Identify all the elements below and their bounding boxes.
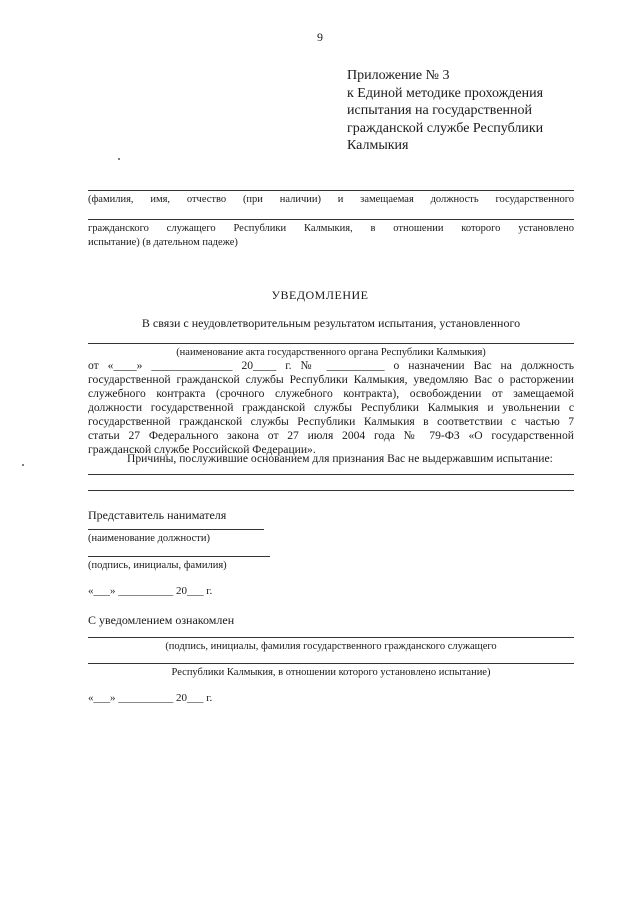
position-caption: (наименование должности) — [88, 533, 211, 544]
intro-text: В связи с неудовлетворительным результатом испытания, установленного — [141, 316, 521, 330]
signature-caption: (подпись, инициалы, фамилия) — [88, 560, 227, 571]
signature-line — [88, 556, 270, 557]
appendix-line: гражданской службе Республики — [347, 120, 544, 136]
acknowledgement-line — [88, 663, 574, 664]
paragraph-line: гражданской службе Российской Федерации». — [88, 443, 316, 456]
employer-label: Представитель нанимателя — [88, 508, 227, 522]
main-paragraph — [88, 359, 574, 459]
paragraph-line: служебного контракта (срочного служебного контракта), освобождении от замещаемой — [88, 387, 574, 400]
addressee-line — [88, 190, 574, 191]
addressee-caption: (фамилия, имя, отчество (при наличии) и замещаемая должность государственного — [88, 194, 574, 205]
appendix-line: Приложение № 3 — [347, 68, 450, 83]
paragraph-line: статьи 27 Федерального закона от 27 июля 2004 года № 79-ФЗ «О государственной — [88, 429, 574, 442]
reasons-line — [88, 490, 574, 491]
document-title: УВЕДОМЛЕНИЕ — [271, 288, 369, 302]
addressee-line — [88, 219, 574, 220]
addressee-caption: гражданского служащего Республики Калмыкия, в отношении которого установлено — [88, 223, 574, 234]
acknowledgement-date: «___» __________ 20___ г. — [88, 692, 213, 704]
acknowledgement-label: С уведомлением ознакомлен — [88, 613, 235, 627]
appendix-block — [347, 67, 607, 155]
paragraph-line: государственной гражданской службы Республики Калмыкия в соответствии с частью 7 — [88, 415, 574, 428]
paragraph-line: от «____» ______________ 20____ г. № __________ о назначении Вас на должность — [88, 359, 574, 372]
acknowledgement-caption: Республики Калмыкия, в отношении которого установлено испытание) — [171, 667, 491, 678]
employer-date: «___» __________ 20___ г. — [88, 585, 213, 597]
appendix-line: к Единой методике прохождения — [347, 85, 544, 101]
act-caption: (наименование акта государственного органа Республики Калмыкия) — [176, 347, 486, 358]
paragraph-line: государственной гражданской службы Республики Калмыкия, уведомляю Вас о расторжении — [88, 373, 574, 386]
acknowledgement-line — [88, 637, 574, 638]
scan-speck — [118, 158, 120, 160]
page-number: 9 — [317, 30, 323, 44]
position-line — [88, 529, 264, 530]
appendix-line: испытания на государственной — [347, 103, 533, 118]
acknowledgement-caption: (подпись, инициалы, фамилия государственного гражданского служащего — [165, 641, 497, 652]
act-line — [88, 343, 574, 344]
reasons-text: Причины, послужившие основанием для признания Вас не выдержавшим испытание: — [127, 452, 553, 465]
reasons-line — [88, 474, 574, 475]
appendix-line: Калмыкия — [347, 138, 409, 153]
scan-speck — [22, 464, 24, 466]
paragraph-line: должности государственной гражданской службы Республики Калмыкия и увольнении с — [88, 401, 574, 414]
addressee-caption: испытание) (в дательном падеже) — [88, 237, 238, 248]
